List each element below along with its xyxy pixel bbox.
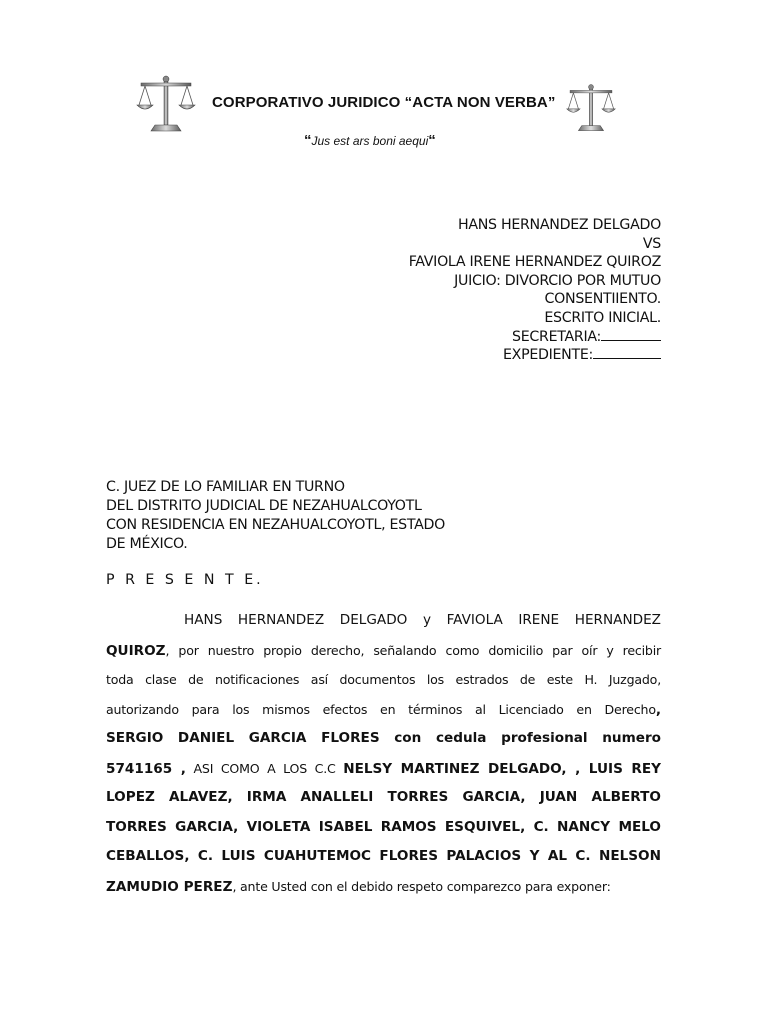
scales-of-justice-icon [135, 75, 197, 133]
body-line: HANS HERNANDEZ DELGADO y FAVIOLA IRENE HERNANDEZ [184, 612, 661, 628]
expediente-blank [593, 346, 661, 359]
body-line: ZAMUDIO PEREZ, ante Usted con el debido respeto comparezco para exponer: [106, 878, 611, 895]
secretaria-label: SECRETARIA: [512, 328, 601, 345]
defendant-name: FAVIOLA IRENE HERNANDEZ QUIROZ [408, 254, 661, 271]
body-paragraph [106, 606, 661, 901]
document-type: ESCRITO INICIAL. [544, 309, 661, 326]
expediente-label: EXPEDIENTE: [503, 347, 593, 364]
motto-open-quote: “ [304, 132, 312, 149]
plaintiff-name: HANS HERNANDEZ DELGADO [457, 217, 661, 233]
body-line: CEBALLOS, C. LUIS CUAHUTEMOC FLORES PALACIOS Y AL C. NELSON [106, 848, 661, 864]
presente-heading: P R E S E N T E. [106, 572, 264, 588]
motto-text: Jus est ars boni aequi [311, 134, 429, 148]
addressee-block [106, 478, 445, 554]
body-line: TORRES GARCIA, VIOLETA ISABEL RAMOS ESQUIVEL, C. NANCY MELO [106, 818, 661, 835]
case-caption [409, 216, 661, 365]
expediente-field [409, 346, 661, 365]
secretaria-field [409, 328, 661, 347]
motto-close-quote: “ [428, 132, 436, 149]
addressee-line: DEL DISTRITO JUDICIAL DE NEZAHUALCOYOTL [106, 498, 422, 514]
addressee-line: CON RESIDENCIA EN NEZAHUALCOYOTL, ESTADO [106, 517, 446, 533]
body-line: toda clase de notificaciones así documentos los estrados de este H. Juzgado, [106, 672, 661, 687]
addressee-line: DE MÉXICO. [106, 536, 188, 552]
body-line: SERGIO DANIEL GARCIA FLORES con cedula profesional numero [106, 730, 661, 746]
addressee-line: C. JUEZ DE LO FAMILIAR EN TURNO [106, 479, 345, 495]
firm-name: CORPORATIVO JURIDICO “ACTA NON VERBA” [212, 94, 556, 111]
secretaria-blank [601, 328, 661, 341]
body-line: QUIROZ, por nuestro propio derecho, señalando como domicilio par oír y recibir [106, 642, 661, 659]
trial-type-line1: JUICIO: DIVORCIO POR MUTUO [454, 272, 661, 289]
trial-type-line2: CONSENTIIENTO. [544, 291, 661, 308]
body-line: 5741165 , ASI COMO A LOS C.C NELSY MARTINEZ DELGADO, , LUIS REY [106, 760, 661, 777]
versus-label: VS [642, 235, 661, 252]
body-line: LOPEZ ALAVEZ, IRMA ANALLELI TORRES GARCIA, JUAN ALBERTO [106, 789, 661, 805]
scales-of-justice-icon [565, 83, 617, 133]
body-line: autorizando para los mismos efectos en términos al Licenciado en Derecho, [106, 701, 661, 718]
firm-motto [304, 132, 436, 149]
